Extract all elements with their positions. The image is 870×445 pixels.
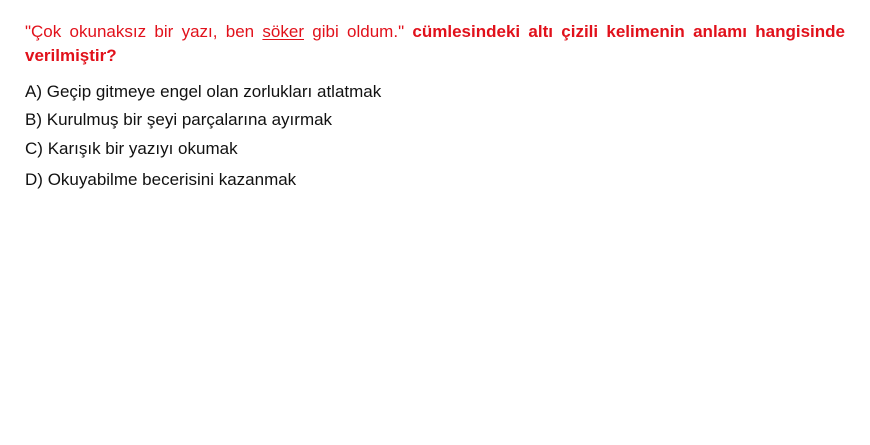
option-a-label: A) <box>25 82 42 101</box>
option-a[interactable] <box>25 81 381 103</box>
option-d[interactable] <box>25 169 296 191</box>
option-d-text: Okuyabilme becerisini kazanmak <box>47 170 297 189</box>
option-a-text: Geçip gitmeye engel olan zorlukları atlatmak <box>46 82 382 101</box>
question-quote-end: gibi oldum." <box>304 22 413 41</box>
option-b-text: Kurulmuş bir şeyi parçalarına ayırmak <box>46 110 333 129</box>
question-quote-start: "Çok okunaksız bir yazı, ben <box>25 22 263 41</box>
question-text <box>25 20 845 68</box>
option-c-label: C) <box>25 139 43 158</box>
option-c[interactable] <box>25 138 238 160</box>
option-b-label: B) <box>25 110 42 129</box>
option-c-text: Karışık bir yazıyı okumak <box>47 139 238 158</box>
option-b[interactable] <box>25 109 332 131</box>
question-prompt: cümlesindeki altı çizili kelimenin anlamı hangisinde verilmiştir? <box>25 22 845 65</box>
question-underlined-word: söker <box>262 22 304 41</box>
option-d-label: D) <box>25 170 43 189</box>
